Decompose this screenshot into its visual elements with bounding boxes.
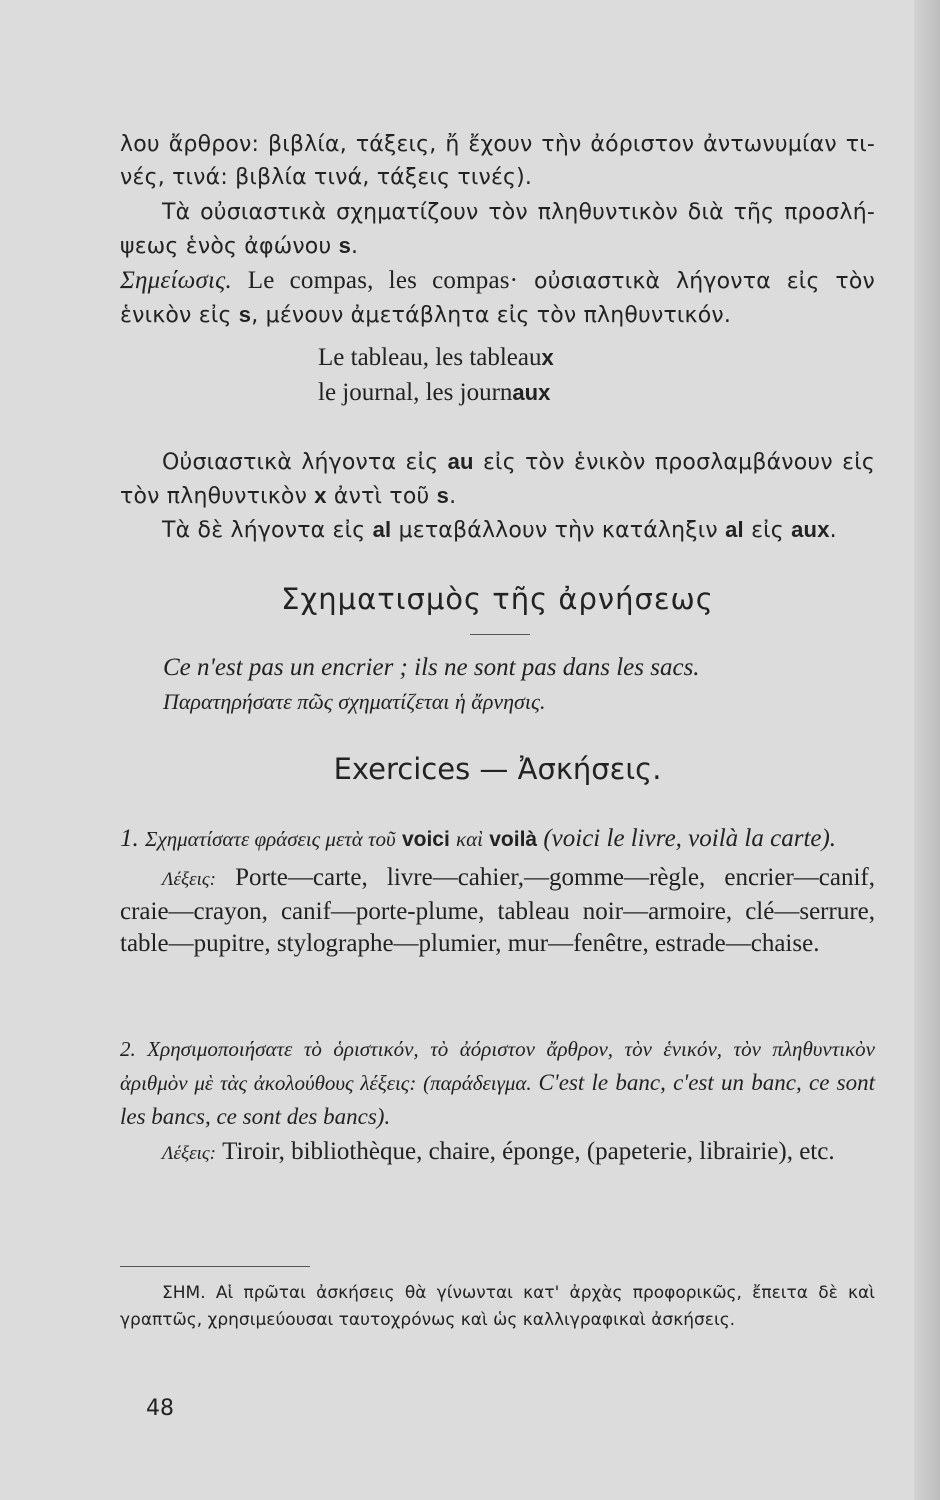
au-rule-text-2: εἰς τὸν ἑνικὸν προσλαμβάνουν εἰς τὸν πληθυντικὸν — [120, 450, 875, 509]
exercises-heading: Exercices — Ἀσκήσεις. — [333, 752, 662, 786]
exercise-2-instruction: Χρησιμοποιήσατε τὸ ὁριστικόν, τὸ ἀόριστον ἄρθρον, τὸν ἑνικόν, τὸν πληθυντικὸν ἀριθμὸν μὲ τὰς ἀκολούθους λέξεις: (παράδειγμα. — [120, 1037, 875, 1095]
exercise-1-kai: καὶ — [456, 827, 483, 851]
footnote — [120, 1280, 875, 1334]
exercise-1-number: 1. — [120, 825, 139, 852]
footnote-text: Αἱ πρῶται ἀσκήσεις θὰ γίνωνται κατ' ἀρχὰς προφορικῶς, ἔπειτα δὲ καὶ γραπτῶς, χρησιμεύουσαι ταυτοχρόνως καὶ ὡς καλλιγραφικαὶ ἀσκήσεις. — [120, 1283, 875, 1330]
intro-paragraph — [120, 128, 875, 194]
exercise-2 — [120, 1032, 875, 1170]
plural-rule-end: . — [351, 234, 359, 259]
al-rule-al-2: al — [725, 517, 744, 542]
plural-rule-text: Τὰ οὐσιαστικὰ σχηματίζουν τὸν πληθυντικὸν διὰ τῆς προσλή-ψεως ἑνὸς ἀφώνου — [120, 200, 875, 259]
au-rule-text-3: ἀντὶ τοῦ — [333, 484, 430, 509]
al-rule-end: . — [829, 518, 837, 543]
exercise-2-words-label: Λέξεις: — [162, 1143, 216, 1164]
negation-observe: Παρατηρήσατε πῶς σχηματίζεται ἡ ἄρνησις. — [163, 689, 546, 714]
al-rule-text-3: εἰς — [751, 518, 784, 543]
heading-underline — [470, 634, 530, 635]
al-rule — [120, 513, 875, 547]
exercise-1-paren: (voici le livre, voilà la carte). — [543, 825, 837, 852]
remark-french: Le compas, les compas· — [247, 267, 519, 294]
example-1-bold: x — [541, 345, 554, 370]
negation-heading: Σχηματισμὸς τῆς ἀρνήσεως — [281, 582, 714, 616]
page-edge-shadow — [914, 0, 940, 1500]
exercise-2-words: Tiroir, bibliothèque, chaire, éponge, (papeterie, librairie), etc. — [222, 1138, 835, 1165]
al-rule-al-1: al — [372, 517, 392, 542]
exercise-1-words-label: Λέξεις: — [162, 869, 216, 890]
exercise-2-example: C'est le banc, c'est un banc, ce sont les bancs, ce sont des bancs). — [120, 1070, 876, 1129]
remark-greek-2: , μένουν ἀμετάβλητα εἰς τὸν πληθυντικόν. — [251, 303, 732, 328]
exercise-1 — [120, 822, 875, 960]
example-2-bold: aux — [512, 380, 551, 405]
al-rule-aux: aux — [791, 517, 830, 542]
au-rule-text-1: Οὐσιαστικὰ λήγοντα εἰς — [162, 450, 439, 475]
exercise-1-words: Porte—carte, livre—cahier,—gomme—règle, encrier—canif, craie—crayon, canif—porte-plume, tableau noir—armoire, clé—serrure, table—pupitre, stylographe—plumier, mur—fenêtre, estrade—chaise. — [120, 864, 875, 957]
plural-rule-letter: s — [338, 233, 352, 258]
au-rule-x: x — [314, 483, 327, 508]
negation-block — [163, 650, 873, 719]
al-rule-text-1: Τὰ δὲ λήγοντα εἰς — [162, 518, 366, 543]
au-rule-au: au — [447, 449, 474, 474]
negation-example: Ce n'est pas un encrier ; ils ne sont pas dans les sacs. — [163, 654, 700, 681]
remark-letter: s — [238, 302, 252, 327]
exercise-2-number: 2. — [120, 1037, 136, 1061]
exercise-1-voici: voici — [401, 828, 450, 851]
footnote-label: ΣΗΜ. — [162, 1283, 206, 1303]
au-rule-end: . — [449, 484, 457, 509]
exercise-1-voila: voilà — [489, 828, 538, 851]
intro-line-2: νές, τινά: βιβλία τινά, τάξεις τινές). — [120, 165, 533, 190]
au-rule-s: s — [436, 483, 450, 508]
example-1-text: Le tableau, les tableau — [318, 344, 542, 371]
page-number: 48 — [146, 1396, 174, 1421]
au-rule — [120, 445, 875, 513]
al-rule-text-2: μεταβάλλουν τὴν κατάληξιν — [398, 518, 718, 543]
exercise-1-instruction: Σχηματίσατε φράσεις μετὰ τοῦ — [145, 827, 396, 851]
remark-paragraph — [120, 264, 875, 332]
remark-greek-1: οὐσιαστικὰ λήγοντα εἰς τὸν ἑνικὸν εἰς — [120, 269, 875, 328]
footnote-rule — [120, 1266, 310, 1267]
intro-line-1: λου ἄρθρον: βιβλία, τάξεις, ἤ ἔχουν τὴν ἀόριστον ἀντωνυμίαν τι- — [120, 132, 875, 157]
example-2-text: le journal, les journ — [318, 379, 513, 406]
plural-rule — [120, 196, 875, 263]
remark-label: Σημείωσις. — [120, 267, 232, 294]
plural-examples — [318, 340, 818, 410]
